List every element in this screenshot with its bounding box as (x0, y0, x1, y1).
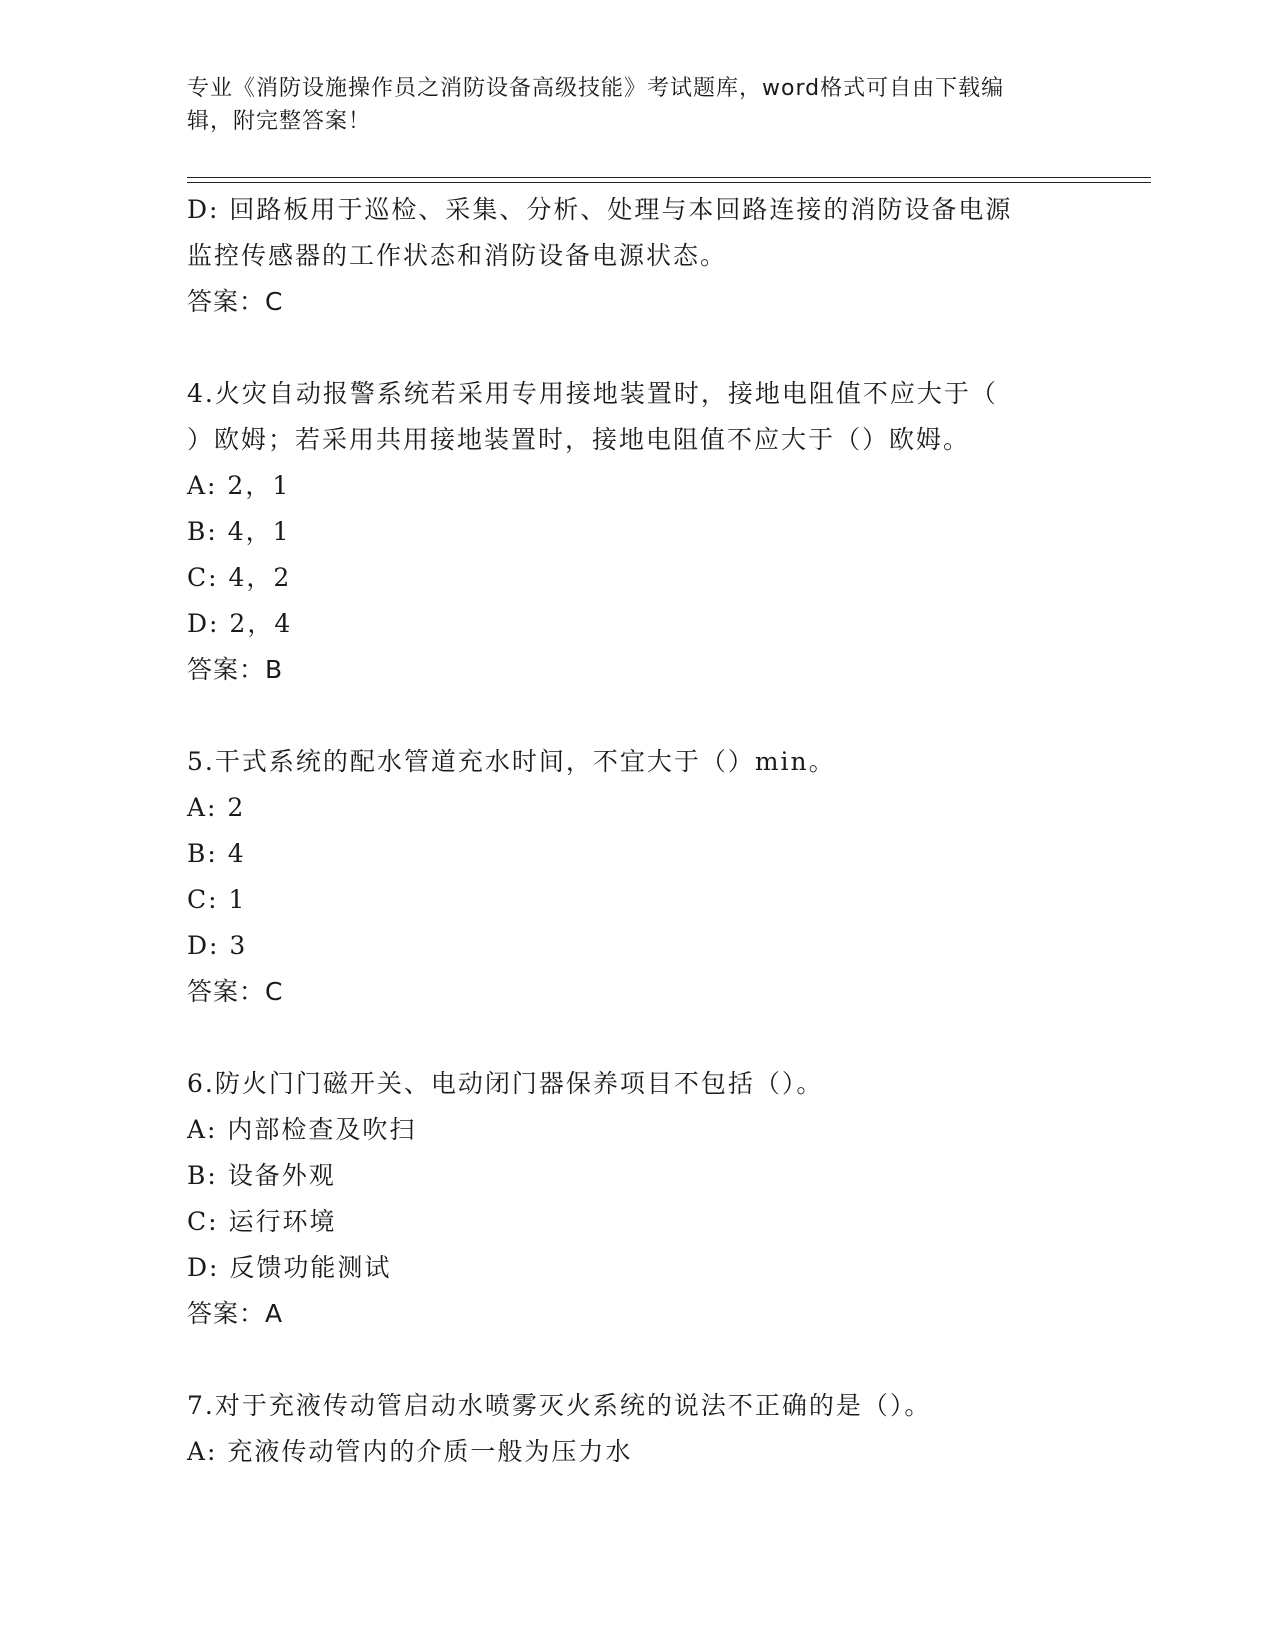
option-a: A: 2 (187, 793, 246, 822)
spacer (187, 1337, 1087, 1383)
option-d: D: 回路板用于巡检、采集、分析、处理与本回路连接的消防设备电源 (187, 195, 1013, 224)
answer: 答案：B (187, 655, 284, 684)
option-d: D: 反馈功能测试 (187, 1253, 392, 1282)
option-c: C: 4，2 (187, 563, 292, 592)
option-a: A: 内部检查及吹扫 (187, 1115, 417, 1144)
question-5 (187, 739, 1087, 1015)
question-stem: 4.火灾自动报警系统若采用专用接地装置时，接地电阻值不应大于（ (187, 379, 998, 408)
question-stem: 7.对于充液传动管启动水喷雾灭火系统的说法不正确的是（）。 (187, 1391, 932, 1420)
question-list (187, 187, 1087, 1475)
header-line-2: 辑，附完整答案！ (187, 109, 372, 134)
option-d-continued: 监控传感器的工作状态和消防设备电源状态。 (187, 241, 728, 270)
answer: 答案：A (187, 1299, 284, 1328)
option-c: C: 运行环境 (187, 1207, 337, 1236)
option-a: A: 充液传动管内的介质一般为压力水 (187, 1437, 633, 1466)
previous-question-tail (187, 187, 1087, 325)
option-b: B: 4 (187, 839, 246, 868)
option-b: B: 4，1 (187, 517, 291, 546)
option-d: D: 2，4 (187, 609, 293, 638)
answer: 答案：C (187, 977, 284, 1006)
answer: 答案：C (187, 287, 284, 316)
option-b: B: 设备外观 (187, 1161, 336, 1190)
document-header (187, 72, 1067, 138)
spacer (187, 1015, 1087, 1061)
header-line-1: 专业《消防设施操作员之消防设备高级技能》考试题库，word格式可自由下载编 (187, 76, 1005, 101)
option-a: A: 2，1 (187, 471, 291, 500)
header-divider-bottom (187, 182, 1151, 183)
option-c: C: 1 (187, 885, 247, 914)
question-7 (187, 1383, 1087, 1475)
option-d: D: 3 (187, 931, 248, 960)
question-6 (187, 1061, 1087, 1337)
question-stem: 5.干式系统的配水管道充水时间，不宜大于（）min。 (187, 747, 836, 776)
question-stem: 6.防火门门磁开关、电动闭门器保养项目不包括（）。 (187, 1069, 824, 1098)
spacer (187, 693, 1087, 739)
header-divider-top (187, 177, 1151, 178)
question-4 (187, 371, 1087, 693)
spacer (187, 325, 1087, 371)
question-stem-continued: ）欧姆；若采用共用接地装置时，接地电阻值不应大于（）欧姆。 (187, 425, 971, 454)
